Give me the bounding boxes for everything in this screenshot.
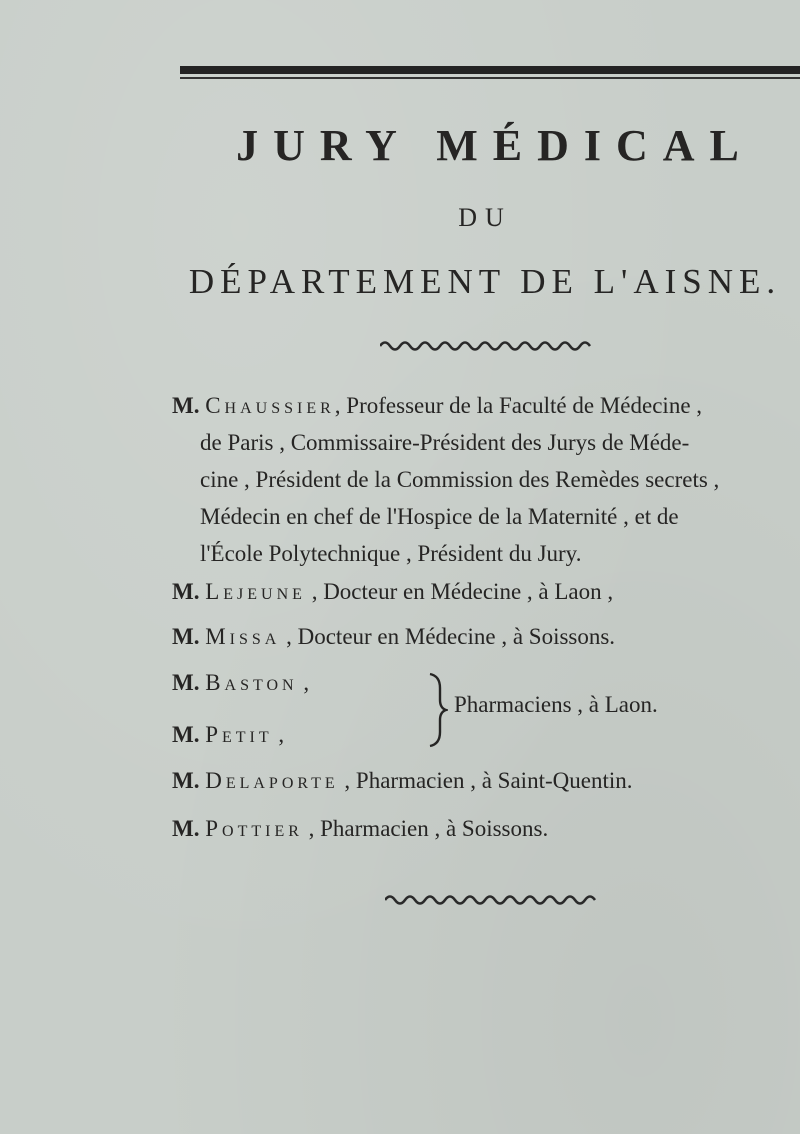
entry-line: de Paris , Commissaire-Président des Jurys de Méde- (200, 430, 690, 455)
entry-line: Médecin en chef de l'Hospice de la Maternité , et de (200, 504, 679, 529)
member-name: Missa (205, 624, 281, 649)
department-title: DÉPARTEMENT DE L'AISNE. (188, 262, 782, 301)
entry-text: , Professeur de la Faculté de Médecine , (334, 393, 703, 418)
entry-prefix: M. (172, 768, 200, 793)
entry-baston (172, 664, 309, 701)
entry-petit (172, 716, 284, 753)
title-du: DU (458, 203, 512, 232)
top-rule-thin (180, 77, 800, 79)
member-name: Pottier (205, 816, 303, 841)
entry-pottier (172, 810, 548, 847)
entry-prefix: M. (172, 393, 200, 418)
entry-prefix: M. (172, 722, 200, 747)
entry-missa (172, 618, 615, 655)
entry-lejeune (172, 573, 613, 610)
entry-text: , Pharmacien , à Soissons. (302, 816, 549, 841)
entry-text: , Docteur en Médecine , à Soissons. (280, 624, 616, 649)
entry-text: , Pharmacien , à Saint-Quentin. (338, 768, 633, 793)
ornament-divider-bottom (385, 892, 600, 908)
top-rule-thick (180, 66, 800, 74)
entry-text: , Docteur en Médecine , à Laon , (305, 579, 614, 604)
member-name: Baston (205, 670, 298, 695)
entry-delaporte (172, 762, 632, 799)
member-name: Chaussier (205, 393, 335, 418)
member-name: Lejeune (205, 579, 306, 604)
entry-prefix: M. (172, 624, 200, 649)
entry-line: l'École Polytechnique , Président du Jury. (200, 541, 582, 566)
pharmaciens-laon: Pharmaciens , à Laon. (454, 692, 658, 717)
curly-brace-icon (426, 672, 448, 748)
member-name: Petit (205, 722, 273, 747)
entry-chaussier (172, 387, 800, 572)
entry-prefix: M. (172, 670, 200, 695)
entry-text: , (297, 670, 310, 695)
document-title: JURY MÉDICAL (236, 121, 754, 170)
ornament-divider-top (380, 338, 595, 354)
member-name: Delaporte (205, 768, 339, 793)
entry-prefix: M. (172, 579, 200, 604)
entry-text: , (272, 722, 285, 747)
entry-line: cine , Président de la Commission des Remèdes secrets , (200, 467, 720, 492)
entry-prefix: M. (172, 816, 200, 841)
